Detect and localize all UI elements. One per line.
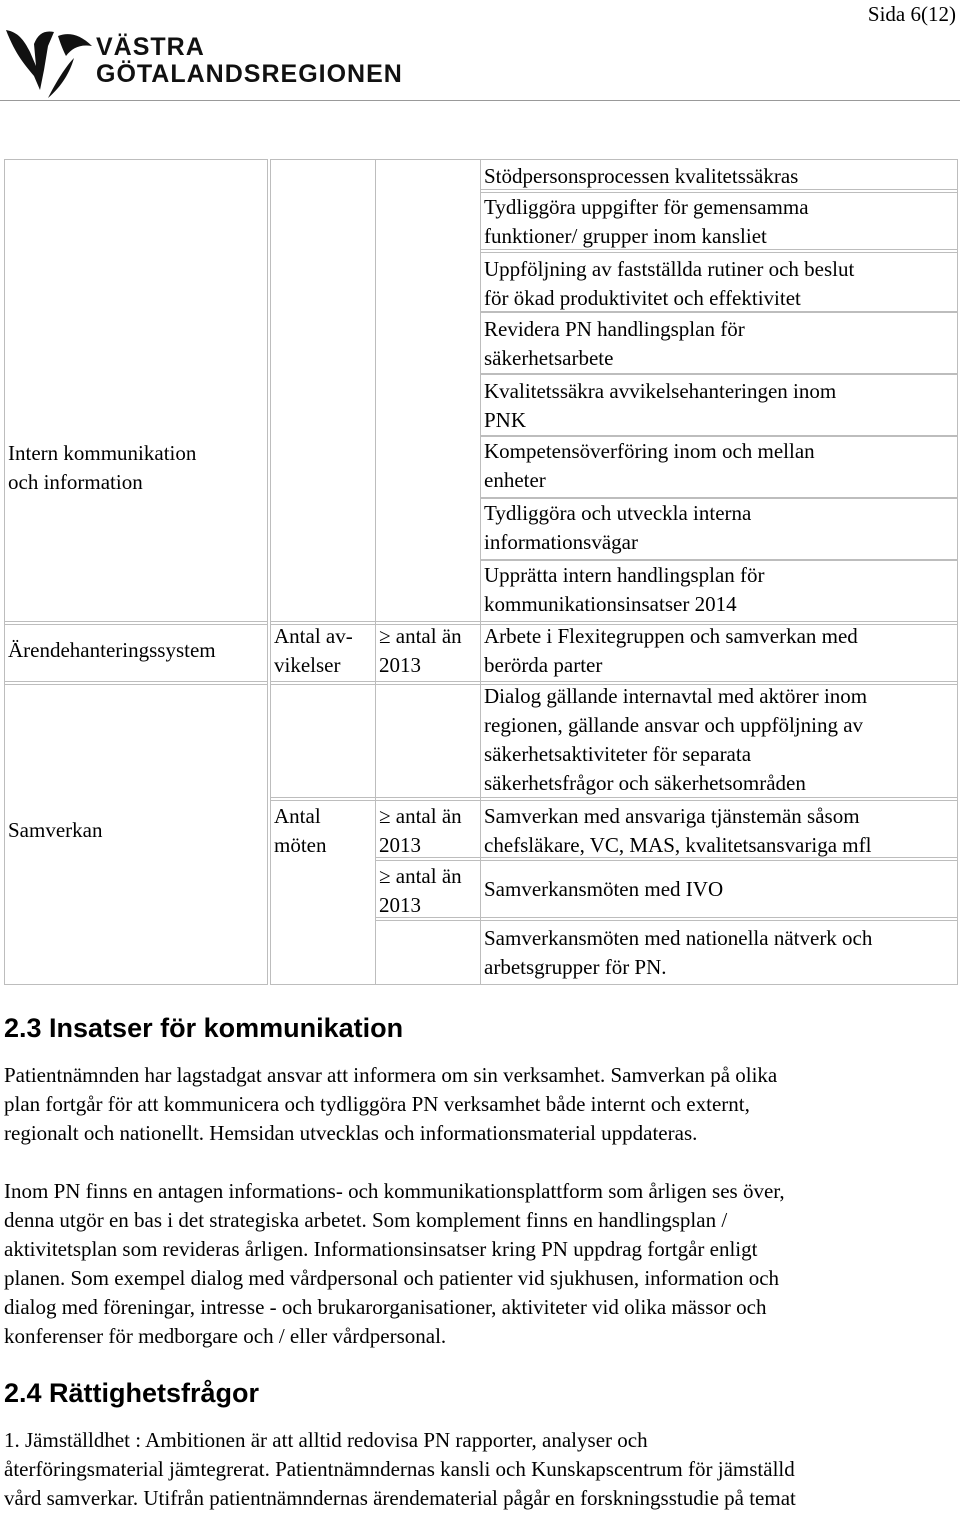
activity-9-line2: berörda parter <box>484 653 603 677</box>
activity-13-line2: arbetsgrupper för PN. <box>484 955 667 979</box>
table-cell-target <box>375 159 481 625</box>
activity-11-line2: chefsläkare, VC, MAS, kvalitetsansvariga mfl <box>484 833 872 857</box>
table-cell-activity <box>480 797 958 861</box>
activity-4-line1: Revidera PN handlingsplan för <box>484 317 745 341</box>
paragraph-line: plan fortgår för att kommunicera och tydliggöra PN verksamhet både internt och externt, <box>4 1092 750 1116</box>
activity-1: Stödpersonsprocessen kvalitetssäkras <box>484 164 799 188</box>
paragraph-kommunikation-2 <box>4 1177 954 1351</box>
activity-6-line1: Kompetensöverföring inom och mellan <box>484 439 815 463</box>
activity-10-line2: regionen, gällande ansvar och uppföljning av <box>484 713 864 737</box>
activity-3-line2: för ökad produktivitet och effektivitet <box>484 286 801 310</box>
measure-avvikelser-line2: vikelser <box>274 653 341 677</box>
measure-moten-line1: Antal <box>274 804 321 828</box>
area-intern-line1: Intern kommunikation <box>8 441 197 465</box>
table-cell-activity <box>480 249 958 313</box>
target-1-line1: ≥ antal än <box>379 624 462 648</box>
table-cell-activity <box>480 435 958 499</box>
table-cell-target <box>375 681 481 801</box>
paragraph-line: 1. Jämställdhet : Ambitionen är att alltid redovisa PN rapporter, analyser och <box>4 1428 648 1452</box>
table-cell-area <box>4 159 268 625</box>
section-heading-rattighetsfragor: 2.4 Rättighetsfrågor <box>4 1378 260 1408</box>
header-divider <box>0 100 960 101</box>
activity-3-line1: Uppföljning av fastställda rutiner och beslut <box>484 257 855 281</box>
activity-13-line1: Samverkansmöten med nationella nätverk och <box>484 926 873 950</box>
logo-line-1: VÄSTRA <box>96 33 205 61</box>
activity-2-line2: funktioner/ grupper inom kansliet <box>484 224 767 248</box>
paragraph-line: regionalt och nationellt. Hemsidan utvecklas och informationsmaterial uppdateras. <box>4 1121 698 1145</box>
activity-5-line1: Kvalitetssäkra avvikelsehanteringen inom <box>484 379 837 403</box>
table-cell-target <box>375 797 481 861</box>
activity-8-line1: Upprätta intern handlingsplan för <box>484 563 765 587</box>
activity-10-line1: Dialog gällande internavtal med aktörer inom <box>484 684 868 708</box>
table-cell-activity <box>480 373 958 437</box>
table-cell-activity <box>480 621 958 685</box>
logo-emblem-icon <box>4 26 96 106</box>
logo-wordmark <box>96 34 403 88</box>
table-cell-activity <box>480 559 958 625</box>
table-cell-measure <box>270 681 376 801</box>
activity-2-line1: Tydliggöra uppgifter för gemensamma <box>484 195 809 219</box>
section-heading-kommunikation: 2.3 Insatser för kommunikation <box>4 1013 404 1043</box>
activity-4-line2: säkerhetsarbete <box>484 346 614 370</box>
area-intern-line2: och information <box>8 470 143 494</box>
activity-5-line2: PNK <box>484 408 527 432</box>
table-cell-target <box>375 857 481 921</box>
target-2-line1: ≥ antal än <box>379 804 462 828</box>
paragraph-line: dialog med föreningar, intresse - och brukarorganisationer, aktiviteter vid olika mässor och <box>4 1295 767 1319</box>
target-1-line2: 2013 <box>379 653 421 677</box>
table-cell-activity <box>480 857 958 921</box>
page-number: Sida 6(12) <box>867 2 956 26</box>
measure-moten-line2: möten <box>274 833 327 857</box>
paragraph-line: Inom PN finns en antagen informations- och kommunikationsplattform som årligen ses över, <box>4 1179 785 1203</box>
activity-11-line1: Samverkan med ansvariga tjänstemän såsom <box>484 804 860 828</box>
vastra-gotalandsregionen-logo <box>4 26 403 108</box>
target-2-line2: 2013 <box>379 833 421 857</box>
logo-line-2: GÖTALANDSREGIONEN <box>96 60 403 88</box>
table-cell-activity <box>480 681 958 801</box>
table-cell-measure <box>270 621 376 685</box>
area-samverkan: Samverkan <box>8 818 103 842</box>
table-cell-target <box>375 621 481 685</box>
table-cell-activity <box>480 497 958 561</box>
measure-avvikelser-line1: Antal av- <box>274 624 353 648</box>
paragraph-line: Patientnämnden har lagstadgat ansvar att informera om sin verksamhet. Samverkan på olika <box>4 1063 778 1087</box>
activity-6-line2: enheter <box>484 468 546 492</box>
activity-10-line3: säkerhetsaktiviteter för separata <box>484 742 752 766</box>
table-cell-target <box>375 917 481 985</box>
paragraph-line: planen. Som exempel dialog med vårdpersonal och patienter vid sjukhusen, information och <box>4 1266 780 1290</box>
table-cell-activity <box>480 917 958 985</box>
paragraph-line: vård samverkar. Utifrån patientnämndernas ärendematerial pågår en forskningsstudie på temat <box>4 1486 796 1510</box>
activity-9-line1: Arbete i Flexitegruppen och samverkan med <box>484 624 858 648</box>
paragraph-line: aktivitetsplan som revideras årligen. Informationsinsatser kring PN uppdrag fortgår enligt <box>4 1237 758 1261</box>
activity-7-line1: Tydliggöra och utveckla interna <box>484 501 752 525</box>
target-3-line1: ≥ antal än <box>379 864 462 888</box>
target-3-line2: 2013 <box>379 893 421 917</box>
area-arendehantering: Ärendehanteringssystem <box>8 638 216 662</box>
paragraph-line: konferenser för medborgare och / eller vårdpersonal. <box>4 1324 447 1348</box>
activity-12: Samverkansmöten med IVO <box>484 877 724 901</box>
table-cell-measure <box>270 159 376 625</box>
activity-8-line2: kommunikationsinsatser 2014 <box>484 592 737 616</box>
paragraph-line: denna utgör en bas i det strategiska arbetet. Som komplement finns en handlingsplan / <box>4 1208 728 1232</box>
activity-10-line4: säkerhetsfrågor och säkerhetsområden <box>484 771 806 795</box>
table-cell-area <box>4 681 268 985</box>
table-cell-activity <box>480 311 958 375</box>
table-cell-activity <box>480 189 958 253</box>
table-cell-area <box>4 621 268 685</box>
paragraph-kommunikation-1 <box>4 1061 954 1148</box>
paragraph-rattighetsfragor-1 <box>4 1426 954 1513</box>
paragraph-line: återföringsmaterial jämtegrerat. Patientnämndernas kansli och Kunskapscentrum för jämställd <box>4 1457 795 1481</box>
table-cell-measure <box>270 797 376 985</box>
activity-7-line2: informationsvägar <box>484 530 638 554</box>
table-cell-activity <box>480 159 958 193</box>
